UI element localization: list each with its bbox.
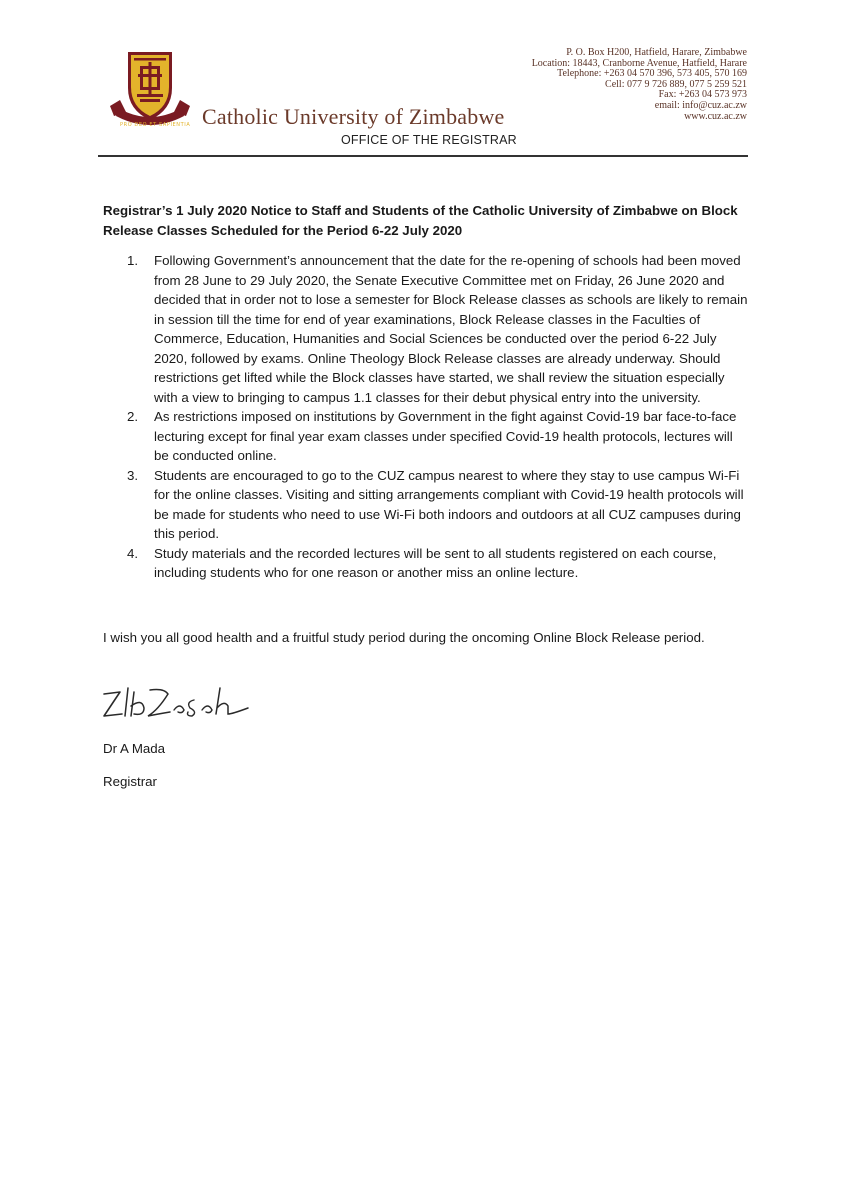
contact-details — [532, 48, 747, 122]
list-item-text: As restrictions imposed on institutions by Government in the fight against Covid-19 bar face-to-face lecturing except for final year exam classes under specified Covid-19 health protocols, lectures will be conducted online. — [154, 409, 737, 463]
cell-numbers: Cell: 077 9 726 889, 077 5 259 521 — [605, 78, 747, 90]
list-item-number: 1. — [127, 253, 139, 268]
postal-address: P. O. Box H200, Hatfield, Harare, Zimbabwe — [566, 47, 747, 58]
telephone-numbers: Telephone: +263 04 570 396, 573 405, 570 169 — [557, 68, 747, 80]
list-item — [103, 407, 749, 466]
list-item-number: 2. — [127, 409, 139, 424]
physical-address: Location: 18443, Cranborne Avenue, Hatfield, Harare — [531, 57, 747, 69]
university-crest-logo — [104, 50, 196, 130]
list-item-number: 4. — [127, 545, 139, 561]
university-name: Catholic University of Zimbabwe — [202, 104, 505, 129]
notice-points-list — [103, 251, 749, 583]
list-item-text: Following Government’s announcement that the date for the re-opening of schools had been moved from 28 June to 29 July 2020, the Senate Executive Committee met on Friday, 26 June 2020 and decided that in order not to lose a semester for Block Release classes as schools are likely to remain in session till the time for end of year examinations, Block Release classes in the Faculties of Commerce, Education, Humanities and Social Sciences be conducted over the period 6-22 July 2020, followed by exams. Online Theology Block Release classes are already underway. Should restrictions get lifted while the Block classes have started, we shall review the situation especially with a view to bringing to campus 1.1 classes for their debut physical entry into the university. — [154, 253, 748, 405]
crest-motto-text: PRO DEO ET SAPIENTIA — [120, 122, 191, 128]
office-title: OFFICE OF THE REGISTRAR — [341, 133, 517, 147]
list-item-number: 3. — [127, 467, 139, 483]
header-divider — [98, 155, 748, 157]
list-item — [103, 466, 749, 544]
list-item-text: Study materials and the recorded lectures will be sent to all students registered on each course, including students who for one reason or another miss an online lecture. — [154, 545, 717, 580]
list-item — [103, 544, 749, 583]
closing-paragraph: I wish you all good health and a fruitful study period during the oncoming Online Block Release period. — [103, 630, 705, 645]
fax-number: Fax: +263 04 573 973 — [658, 89, 747, 101]
email-address[interactable]: email: info@cuz.ac.zw — [654, 99, 747, 111]
list-item-text: Students are encouraged to go to the CUZ campus nearest to where they stay to use campus Wi-Fi for the online classes. Visiting and sitting arrangements compliant with Covid-19 health protocols will be made for students who need to use Wi-Fi both indoors and outdoors at all CUZ campuses during this period. — [154, 467, 744, 541]
list-item — [103, 251, 749, 407]
signatory-role: Registrar — [103, 774, 157, 789]
handwritten-signature — [98, 680, 258, 726]
notice-title: Registrar’s 1 July 2020 Notice to Staff and Students of the Catholic University of Zimbabwe on Block Release Classes Scheduled for the Period 6-22 July 2020 — [103, 203, 738, 238]
signatory-name: Dr A Mada — [103, 741, 166, 756]
website-link[interactable]: www.cuz.ac.zw — [684, 110, 747, 122]
